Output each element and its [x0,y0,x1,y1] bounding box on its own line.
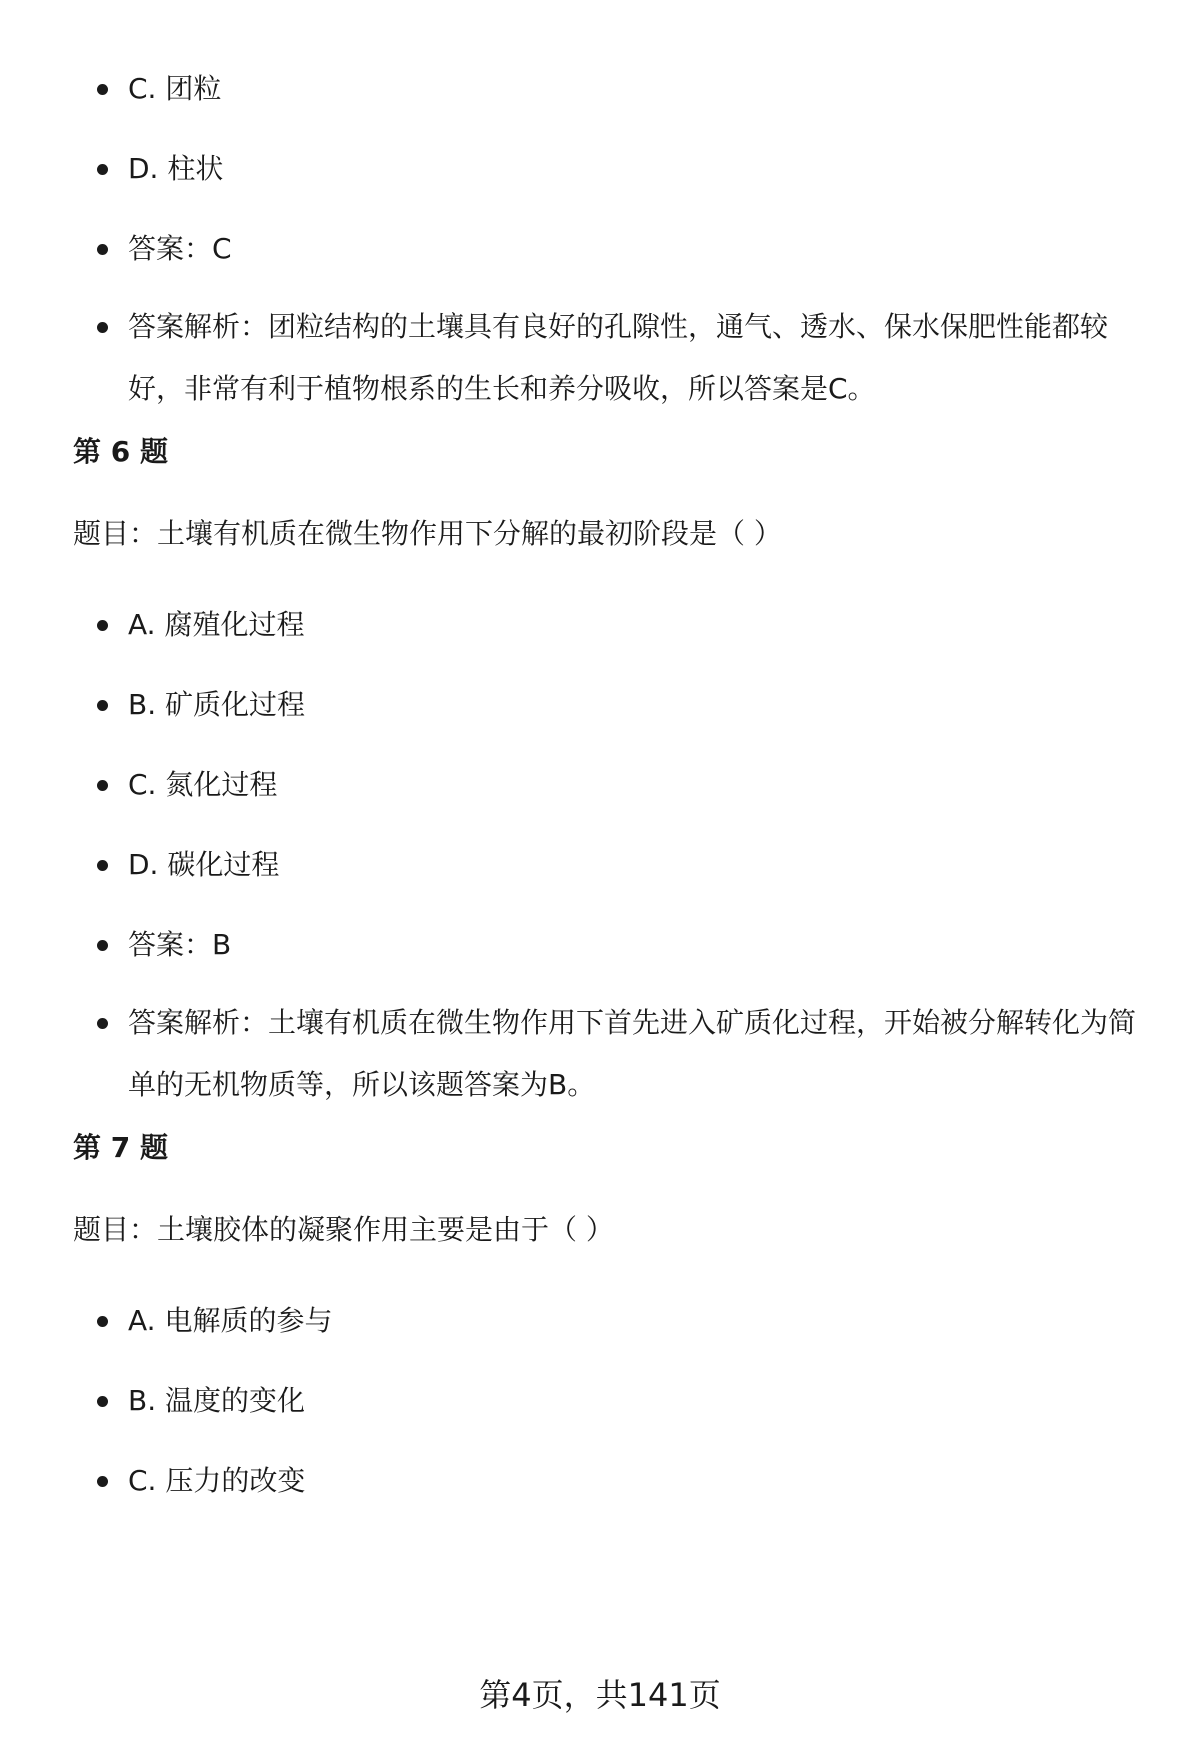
bullet-icon [97,322,108,333]
bullet-icon [97,940,108,951]
list-item [97,1370,1147,1432]
bullet-icon [97,860,108,871]
question-heading: 第 7 题 [73,1131,168,1164]
list-item [97,218,1147,280]
bullet-icon [97,1018,108,1029]
list-item [97,296,1157,420]
option-text: C. 压力的改变 [128,1464,306,1497]
list-item [97,58,1147,120]
list-item [97,914,1147,976]
bullet-icon [97,620,108,631]
page-number: 第4页，共141页 [479,1676,721,1714]
bullet-icon [97,244,108,255]
option-text: C. 团粒 [128,72,222,105]
list-item [97,834,1147,896]
list-item [97,1290,1147,1352]
option-text: B. 矿质化过程 [128,688,306,721]
bullet-icon [97,84,108,95]
question-text: 题目：土壤胶体的凝聚作用主要是由于（ ） [73,1213,614,1246]
option-text: A. 腐殖化过程 [128,608,305,641]
list-item [97,992,1157,1116]
option-text: C. 氮化过程 [128,768,278,801]
bullet-icon [97,1476,108,1487]
question-heading: 第 6 题 [73,435,168,468]
list-item [97,674,1147,736]
analysis-text: 答案解析：团粒结构的土壤具有良好的孔隙性，通气、透水、保水保肥性能都较好，非常有利于植物根系的生长和养分吸收，所以答案是C。 [128,310,1109,405]
option-text: D. 碳化过程 [128,848,280,881]
analysis-text: 答案解析：土壤有机质在微生物作用下首先进入矿质化过程，开始被分解转化为简单的无机物质等，所以该题答案为B。 [128,1006,1137,1101]
option-text: B. 温度的变化 [128,1384,306,1417]
list-item [97,754,1147,816]
option-text: D. 柱状 [128,152,224,185]
bullet-icon [97,1316,108,1327]
bullet-icon [97,780,108,791]
list-item [97,138,1147,200]
option-text: A. 电解质的参与 [128,1304,333,1337]
answer-text: 答案：C [128,232,232,265]
answer-text: 答案：B [128,928,232,961]
question-text: 题目：土壤有机质在微生物作用下分解的最初阶段是（ ） [73,517,782,550]
bullet-icon [97,1396,108,1407]
list-item [97,594,1147,656]
list-item [97,1450,1147,1512]
bullet-icon [97,700,108,711]
bullet-icon [97,164,108,175]
